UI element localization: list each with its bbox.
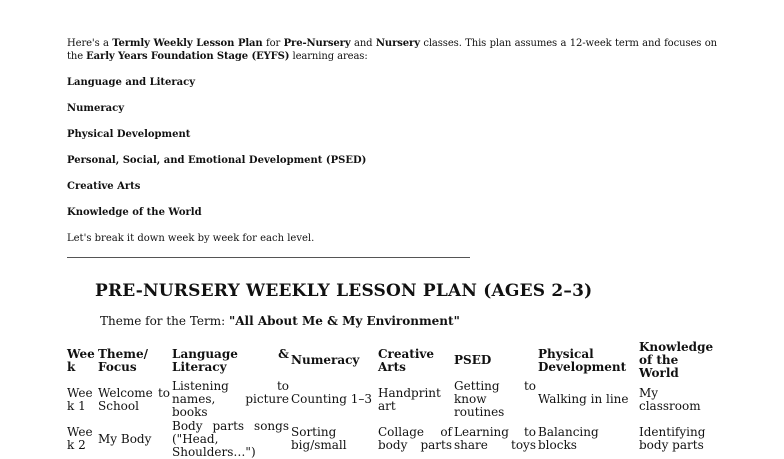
cell-week: Week 2	[67, 425, 93, 452]
header-creative: Creative Arts	[378, 346, 434, 374]
theme-label: Theme for the Term:	[100, 314, 229, 328]
intro-text-2: for	[262, 38, 284, 49]
cell-language: Body parts songs ("Head, Shoulders…")	[172, 418, 289, 459]
cell-physical: Balancing blocks	[538, 425, 599, 452]
cell-theme: Welcome to School	[98, 385, 170, 413]
header-numeracy: Numeracy	[291, 353, 360, 367]
header-week: Week	[67, 346, 95, 374]
theme-value: "All About Me & My Environment"	[228, 314, 460, 328]
intro-text-5: learning areas:	[289, 51, 368, 62]
lead-sentence: Let's break it down week by week for each level.	[67, 233, 315, 244]
table-row	[66, 380, 722, 419]
term-theme	[100, 314, 460, 328]
cell-creative: Collage of body parts	[378, 425, 452, 452]
header-physical: Physical Development	[538, 346, 627, 374]
horizontal-rule	[67, 257, 470, 258]
cell-knowledge: My classroom	[639, 385, 701, 413]
intro-text-1: Here's a	[67, 38, 113, 49]
learning-area-numeracy: Numeracy	[67, 103, 125, 114]
intro-paragraph	[67, 37, 717, 63]
table-header-row	[66, 341, 722, 380]
plan-title: PRE-NURSERY WEEKLY LESSON PLAN (AGES 2–3)	[95, 281, 593, 301]
header-language: Language & Literacy	[172, 346, 289, 374]
learning-area-psed: Personal, Social, and Emotional Development (PSED)	[67, 155, 367, 166]
header-psed: PSED	[454, 353, 492, 367]
learning-area-physical: Physical Development	[67, 129, 191, 140]
cell-creative: Handprint art	[378, 385, 441, 413]
cell-psed: Getting to know routines	[454, 379, 536, 419]
intro-text-4: classes. This plan assumes a 12-week term and focuses on the	[67, 38, 717, 62]
cell-psed: Learning to share toys	[454, 425, 536, 452]
learning-area-creative: Creative Arts	[67, 181, 141, 192]
header-knowledge: Knowledge of the World	[639, 340, 714, 380]
cell-physical: Walking in line	[538, 392, 629, 406]
intro-bold-3: Nursery	[375, 38, 420, 49]
cell-numeracy: Sorting big/small	[291, 425, 347, 452]
lesson-plan-table	[66, 341, 722, 459]
learning-area-knowledge: Knowledge of the World	[67, 207, 202, 218]
header-theme: Theme/ Focus	[98, 346, 149, 374]
cell-week: Week 1	[67, 385, 93, 413]
cell-knowledge: Identifying body parts	[639, 425, 706, 452]
cell-language: Listening to names, picture books	[172, 379, 289, 419]
cell-numeracy: Counting 1–3	[291, 392, 373, 406]
intro-bold-1: Termly Weekly Lesson Plan	[112, 38, 263, 49]
intro-text-3: and	[350, 38, 376, 49]
intro-bold-2: Pre-Nursery	[283, 38, 351, 49]
cell-theme: My Body	[98, 431, 152, 446]
intro-bold-4: Early Years Foundation Stage (EYFS)	[86, 51, 290, 62]
learning-area-language: Language and Literacy	[67, 77, 196, 88]
table-row	[66, 419, 722, 459]
